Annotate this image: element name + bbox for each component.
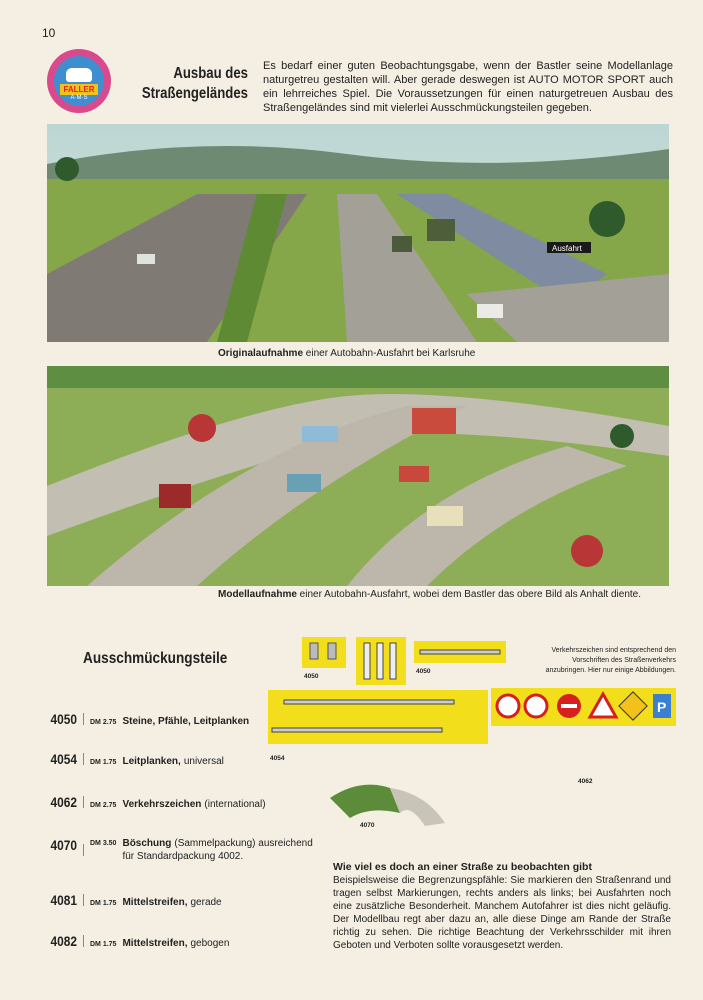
traffic-signs-panel [491,688,676,726]
intro-paragraph: Es bedarf einer guten Beobachtungsgabe, wenn der Bastler seine Modellanlage naturgetreu gestalten will. Aber gerade deswegen ist AUTO MOTOR SPORT auch ein lehrreiches Spiel. Die Voraussetzungen für einen naturgetreuen Ausbau des Straßengeländes sind mit vielerlei Ausschmückungsteilen gegeben. [263,60,673,114]
embankment-illustration [330,778,450,828]
logo-sub: A·M·S [70,95,88,101]
svg-text:P: P [657,699,667,715]
faller-ams-logo [47,49,111,113]
stones-illustration [302,637,346,668]
label-4050b: 4050 [416,668,431,675]
car-icon [66,68,92,82]
ausfahrt-sign: Ausfahrt [552,244,582,253]
bottom-heading: Wie viel es doch an einer Straße zu beobachten gibt [333,861,592,873]
list-item: 4050 DM 2.75 Steine, Pfähle, Leitplanken [50,711,250,727]
list-item: 4070 DM 3.50 Böschung (Sammelpackung) ausreichend für Standardpackung 4002. [50,837,313,862]
label-4062: 4062 [578,778,593,785]
page-number: 10 [42,26,56,40]
list-item: 4062 DM 2.75 Verkehrszeichen (international) [50,794,266,810]
logo-brand: FALLER [60,84,98,95]
label-4070: 4070 [360,822,375,829]
guardrail-illustration [268,690,488,744]
posts-illustration [356,637,406,685]
list-item: 4082 DM 1.75 Mittelstreifen, gebogen [50,933,230,949]
caption-model: Modellaufnahme einer Autobahn-Ausfahrt, wobei dem Bastler das obere Bild als Anhalt diente. [218,589,642,600]
photo-original [47,124,669,342]
caption-original: Originalaufnahme einer Autobahn-Ausfahrt bei Karlsruhe [218,348,476,359]
list-item: 4081 DM 1.75 Mittelstreifen, gerade [50,892,222,908]
label-4050a: 4050 [304,673,319,680]
traffic-sign-note: Verkehrszeichen sind entsprechend den Vorschriften des Straßenverkehrs anzubringen. Hier nur einige Abbildungen. [545,647,676,674]
rail-illustration [414,641,506,663]
page-title: Ausbau des Straßengeländes [141,65,248,102]
list-item: 4054 DM 1.75 Leitplanken, universal [50,751,224,767]
bottom-paragraph: Beispielsweise die Begrenzungspfähle: Sie markieren den Straßenrand und tragen selbst Markierungen, rechts anders als links; bei Ausfahrten noch eine zusätzliche Besonderheit. Manchem Autofahrer ist dies nicht geläufig. Der Modellbau regt aber dazu an, alle diese Dinge am Rande der Straße richtig zu sehen. Die richtige Beachtung der Verkehrsschilder mit ihren Geboten und Verboten sollte vorausgesetzt werden. [333,875,671,951]
section-title: Ausschmückungsteile [83,650,228,667]
label-4054: 4054 [270,755,285,762]
photo-model [47,366,669,586]
